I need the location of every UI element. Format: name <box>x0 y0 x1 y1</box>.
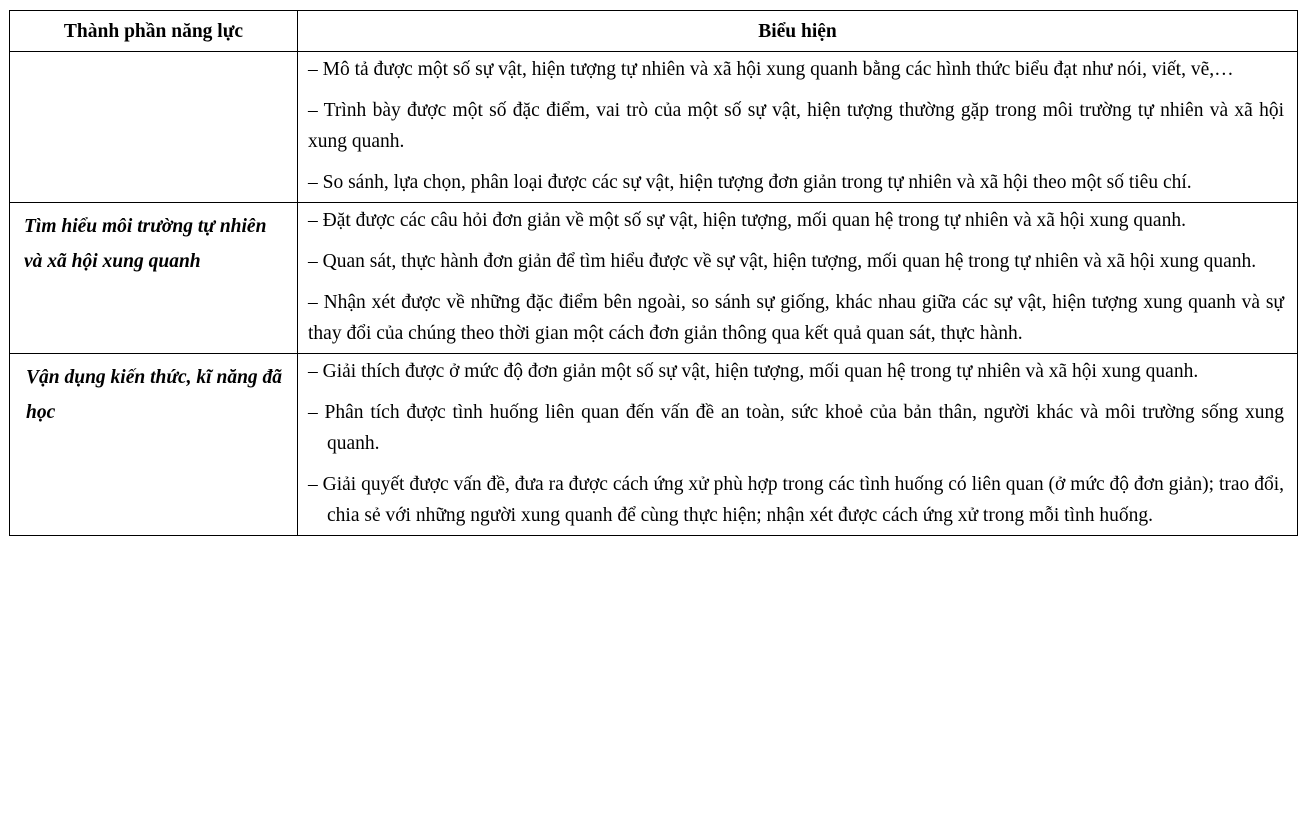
table-row <box>10 203 1298 354</box>
expression-cell <box>298 203 1298 354</box>
list-item: – Nhận xét được về những đặc điểm bên ngoài, so sánh sự giống, khác nhau giữa các sự vật, hiện tượng xung quanh và sự thay đổi của chúng theo thời gian một cách đơn giản thông qua kết quả quan sát, thực hành. <box>308 292 1284 344</box>
list-item: – Phân tích được tình huống liên quan đến vấn đề an toàn, sức khoẻ của bản thân, người khác và môi trường sống xung quanh. <box>308 402 1284 454</box>
list-item: – Mô tả được một số sự vật, hiện tượng tự nhiên và xã hội xung quanh bằng các hình thức biểu đạt như nói, viết, vẽ,… <box>308 59 1234 80</box>
expression-cell <box>298 52 1298 203</box>
table-row <box>10 52 1298 203</box>
table-row <box>10 354 1298 536</box>
component-name-cell <box>10 52 298 203</box>
column-header-component: Thành phần năng lực <box>10 11 298 52</box>
list-item: – So sánh, lựa chọn, phân loại được các sự vật, hiện tượng đơn giản trong tự nhiên và xã hội theo một số tiêu chí. <box>308 172 1192 193</box>
component-name-cell: Tìm hiểu môi trường tự nhiên và xã hội xung quanh <box>10 203 298 354</box>
column-header-expression: Biểu hiện <box>298 11 1298 52</box>
table-header-row <box>10 11 1298 52</box>
list-item: – Giải thích được ở mức độ đơn giản một số sự vật, hiện tượng, mối quan hệ trong tự nhiên và xã hội xung quanh. <box>308 361 1199 382</box>
list-item: – Đặt được các câu hỏi đơn giản về một số sự vật, hiện tượng, mối quan hệ trong tự nhiên và xã hội xung quanh. <box>308 210 1186 231</box>
list-item: – Trình bày được một số đặc điểm, vai trò của một số sự vật, hiện tượng thường gặp trong môi trường tự nhiên và xã hội xung quanh. <box>308 100 1284 152</box>
list-item: – Giải quyết được vấn đề, đưa ra được cách ứng xử phù hợp trong các tình huống có liên quan (ở mức độ đơn giản); trao đổi, chia sẻ với những người xung quanh để cùng thực hiện; nhận xét được cách ứng xử trong mỗi tình huống. <box>308 474 1284 526</box>
expression-cell <box>298 354 1298 536</box>
component-name-cell: Vận dụng kiến thức, kĩ năng đã học <box>10 354 298 536</box>
list-item: – Quan sát, thực hành đơn giản để tìm hiểu được về sự vật, hiện tượng, mối quan hệ trong tự nhiên và xã hội xung quanh. <box>308 251 1257 272</box>
competency-table <box>9 10 1298 536</box>
